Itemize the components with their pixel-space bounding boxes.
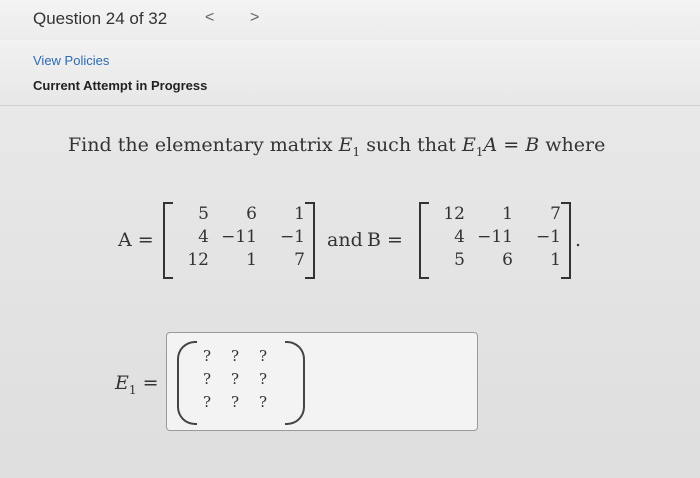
matrix-a-right-bracket <box>305 202 315 279</box>
matrix-b-cell-r2c1: 4 <box>454 227 465 247</box>
eq-lhs-sub: 1 <box>475 144 484 159</box>
matrix-a-cell-r3c3: 7 <box>294 250 305 270</box>
and-text: and <box>327 229 363 251</box>
matrix-b-label: B = <box>367 229 403 251</box>
answer-cell-r1c2[interactable]: ? <box>231 347 240 365</box>
matrix-b <box>419 202 571 275</box>
problem-prompt <box>68 134 605 159</box>
answer-cell-r2c1[interactable]: ? <box>203 370 212 388</box>
attempt-info-bar <box>0 40 700 106</box>
matrix-b-cell-r2c3: −1 <box>535 227 561 247</box>
previous-question-icon[interactable]: < <box>205 9 215 26</box>
next-question-icon[interactable]: > <box>250 9 260 26</box>
answer-cell-r2c2[interactable]: ? <box>231 370 240 388</box>
period: . <box>575 229 582 251</box>
prompt-e1: E <box>338 134 353 156</box>
matrix-b-cell-r1c3: 7 <box>550 204 561 224</box>
matrix-b-cell-r1c2: 1 <box>502 204 513 224</box>
matrix-a-cell-r1c3: 1 <box>294 204 305 224</box>
answer-left-paren <box>177 341 197 425</box>
answer-cell-r3c3[interactable]: ? <box>259 393 268 411</box>
answer-cell-r1c1[interactable]: ? <box>203 347 212 365</box>
matrix-a-label: A = <box>118 229 154 251</box>
matrix-a-cell-r2c3: −1 <box>279 227 305 247</box>
question-counter: Question 24 of 32 <box>33 9 168 28</box>
answer-label <box>115 372 158 397</box>
attempt-status: Current Attempt in Progress <box>33 78 208 93</box>
eq-lhs-a: A <box>483 134 498 156</box>
matrix-b-cell-r1c1: 12 <box>443 204 465 224</box>
eq-equals: = <box>497 134 526 156</box>
answer-label-equals: = <box>142 372 159 394</box>
view-policies-link[interactable]: View Policies <box>33 53 110 68</box>
answer-cell-r2c3[interactable]: ? <box>259 370 268 388</box>
question-header <box>0 0 700 40</box>
question-content <box>0 106 700 478</box>
matrix-b-cell-r3c3: 1 <box>550 250 561 270</box>
prompt-mid: such that <box>360 134 462 156</box>
matrix-b-right-bracket <box>561 202 571 279</box>
answer-cell-r3c2[interactable]: ? <box>231 393 240 411</box>
matrix-b-cell-r2c2: −11 <box>477 227 513 247</box>
prompt-e1-sub: 1 <box>352 144 361 159</box>
matrix-a-cell-r1c2: 6 <box>246 204 257 224</box>
matrix-b-cell-r3c2: 6 <box>502 250 513 270</box>
matrix-a-cell-r2c1: 4 <box>198 227 209 247</box>
prompt-start: Find the elementary matrix <box>68 134 339 156</box>
matrix-a-cell-r1c1: 5 <box>198 204 209 224</box>
answer-label-sub: 1 <box>128 382 137 397</box>
eq-rhs: B <box>525 134 540 156</box>
eq-lhs-e: E <box>461 134 476 156</box>
matrix-b-cell-r3c1: 5 <box>454 250 465 270</box>
answer-right-paren <box>285 341 305 425</box>
matrix-a <box>163 202 315 275</box>
answer-cell-r1c3[interactable]: ? <box>259 347 268 365</box>
matrix-a-cell-r3c2: 1 <box>246 250 257 270</box>
matrix-a-cell-r3c1: 12 <box>187 250 209 270</box>
matrix-a-cell-r2c2: −11 <box>221 227 257 247</box>
answer-matrix-input[interactable] <box>166 332 478 431</box>
answer-cell-r3c1[interactable]: ? <box>203 393 212 411</box>
answer-label-e: E <box>115 372 129 394</box>
prompt-end: where <box>539 134 606 156</box>
